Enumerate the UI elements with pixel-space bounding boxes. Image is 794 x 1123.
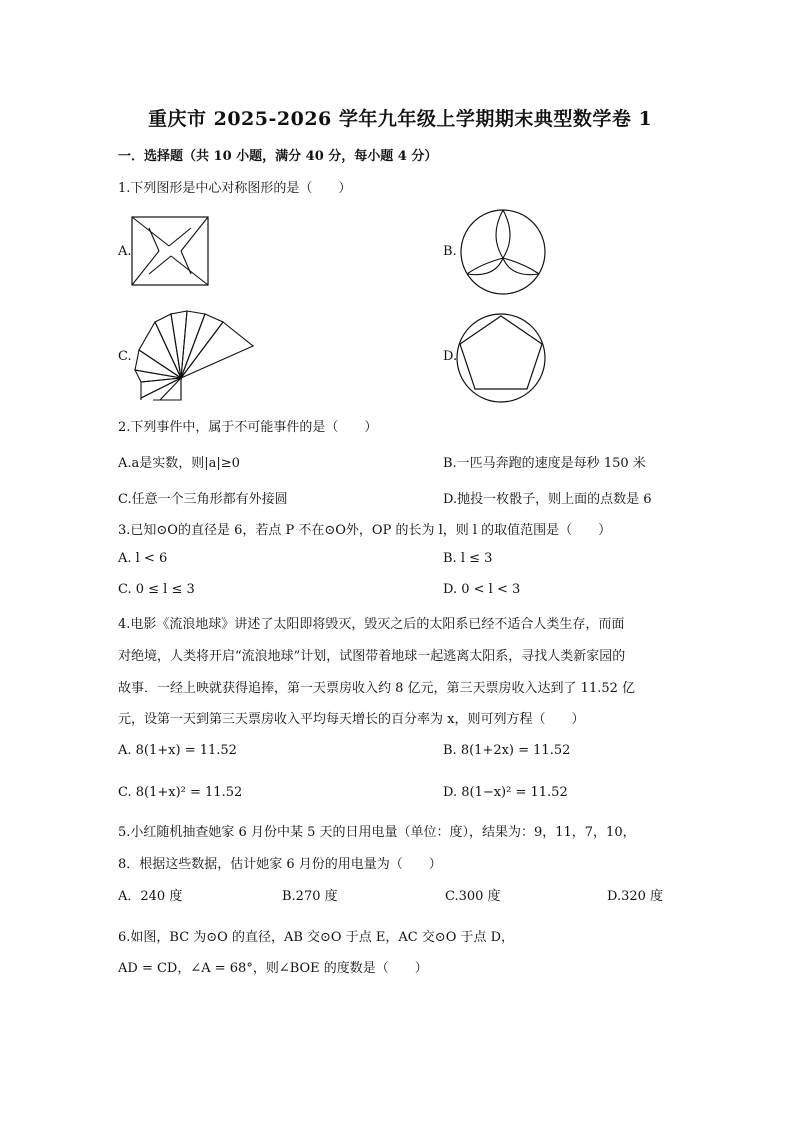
q2-option-c: C.任意一个三角形都有外接圆: [118, 492, 288, 507]
q4-line-4: 元，设第一天到第三天票房收入平均每天增长的百分率为 x，则可列方程（ ）: [118, 712, 585, 727]
q2-option-d: D.抛投一枚骰子，则上面的点数是 6: [443, 492, 652, 507]
q3-option-b: B. l ≤ 3: [443, 551, 493, 566]
q5-option-d: D.320 度: [607, 889, 664, 904]
q1-option-d-label: D.: [443, 349, 458, 364]
q1-option-a-label: A.: [118, 244, 132, 259]
q5-line-1: 5.小红随机抽查她家 6 月份中某 5 天的日用电量（单位：度），结果为：9，11，7，10，: [118, 825, 636, 840]
page-title: 重庆市 2025-2026 学年九年级上学期期末典型数学卷 1: [148, 108, 653, 130]
q4-option-a: A. 8(1+x) = 11.52: [118, 743, 237, 758]
q1-figure-d-pentagon-circle: [455, 312, 547, 404]
q4-option-d: D. 8(1−x)² = 11.52: [443, 785, 568, 800]
q4-line-3: 故事．一经上映就获得追捧，第一天票房收入约 8 亿元，第三天票房收入达到了 11.52 亿: [118, 681, 636, 696]
q3-option-d: D. 0 < l < 3: [443, 582, 521, 597]
q1-figure-a-pinwheel-square: [131, 216, 211, 288]
q5-option-a: A．240 度: [118, 889, 183, 904]
q4-option-b: B. 8(1+2x) = 11.52: [443, 743, 571, 758]
q3-option-c: C. 0 ≤ l ≤ 3: [118, 582, 195, 597]
q6-line-1: 6.如图，BC 为⊙O 的直径，AB 交⊙O 于点 E，AC 交⊙O 于点 D，: [118, 930, 515, 945]
q1-option-b-label: B.: [443, 244, 457, 259]
q5-line-2: 8．根据这些数据，估计她家 6 月份的用电量为（ ）: [118, 857, 442, 872]
section-heading-choice: 一．选择题（共 10 小题，满分 40 分，每小题 4 分）: [118, 149, 438, 164]
q3-option-a: A. l < 6: [118, 551, 168, 566]
q5-option-c: C.300 度: [445, 889, 501, 904]
q4-line-2: 对绝境，人类将开启“流浪地球”计划，试图带着地球一起逃离太阳系，寻找人类新家园的: [118, 649, 626, 664]
q2-stem: 2.下列事件中，属于不可能事件的是（ ）: [118, 420, 378, 435]
q1-figure-c-fan-triangles: [131, 310, 261, 402]
q4-option-c: C. 8(1+x)² = 11.52: [118, 785, 243, 800]
q2-option-a: A.a是实数，则|a|≥0: [118, 456, 240, 471]
q1-figure-b-circle-three-arcs: [459, 208, 547, 296]
q4-line-1: 4.电影《流浪地球》讲述了太阳即将毁灭，毁灭之后的太阳系已经不适合人类生存，而面: [118, 617, 625, 632]
q1-option-c-label: C.: [118, 349, 132, 364]
q1-stem: 1.下列图形是中心对称图形的是（ ）: [118, 181, 352, 196]
q2-option-b: B.一匹马奔跑的速度是每秒 150 米: [443, 456, 646, 471]
q6-line-2: AD = CD，∠A = 68°，则∠BOE 的度数是（ ）: [118, 961, 428, 976]
q5-option-b: B.270 度: [282, 889, 338, 904]
q3-stem: 3.已知⊙O的直径是 6，若点 P 不在⊙O外，OP 的长为 l，则 l 的取值范围是（ ）: [118, 523, 612, 538]
